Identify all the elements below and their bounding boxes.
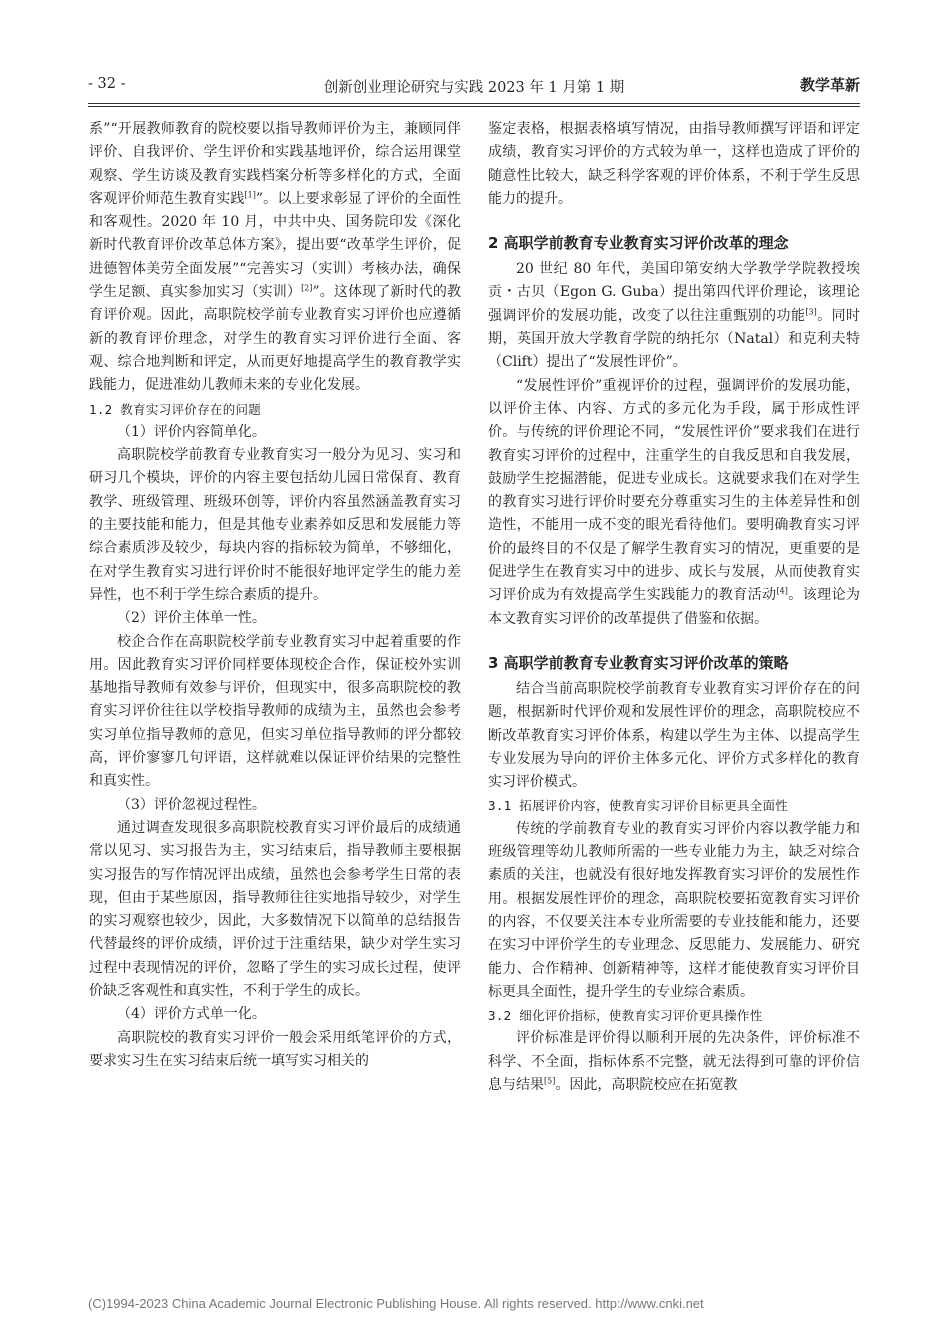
paragraph-6: “发展性评价”重视评价的过程，强调评价的发展功能，以评价主体、内容、方式的多元化为手段，属于形成性评价。与传统的评价理论不同，“发展性评价”要求我们在进行教育实习评价的过程中，注重学生的自我反思和自我发展，鼓励学生挖掘潜能，促进专业成长。这就要求我们在对学生的教育实习进行评价时要充分尊重实习生的主体差异性和创造性，不能用一成不变的眼光看待他们。要明确教育实习评价的最终目的不仅是了解学生教育实习的情况，更重要的是促进学生在教育实习中的进步、成长与发展，从而使教育实习评价成为有效提高学生实践能力的教育活动[4]。该理论为本文教育实习评价的改革提供了借鉴和依据。 [488, 377, 861, 627]
list-item-4: （4）评价方式单一化。 [117, 1006, 266, 1023]
header-rule-thin [88, 103, 860, 104]
paragraph-2: 校企合作在高职院校学前专业教育实习中起着重要的作用。因此教育实习评价同样要体现校企合作，保证校外实训基地指导教师有效参与评价，但现实中，很多高职院校的教育实习评价往往以学校指导教师的成绩为主，虽然也会参考实习单位指导教师的意见，但实习单位指导教师的评分都较高，评价寥寥几句评语，这样就难以保证评价结果的完整性和真实性。 [89, 633, 461, 790]
right-column [488, 118, 860, 1097]
journal-title: 创新创业理论研究与实践 2023 年 1 月第 1 期 [323, 80, 625, 96]
heading-1-2: 1.2 教育实习评价存在的问题 [89, 401, 262, 417]
citation-5[interactable]: [5] [544, 1076, 556, 1086]
list-item-1: （1）评价内容简单化。 [117, 423, 266, 440]
paragraph-5: 20 世纪 80 年代，美国印第安纳大学教学学院教授埃贡・古贝（Egon G. Guba）提出第四代评价理论，该理论强调评价的发展功能，改变了以往注重甄别的功能[3]。同时期，英国开放大学教育学院的纳托尔（Natal）和克利夫特（Clift）提出了“发展性评价”。 [488, 261, 861, 371]
copyright-footer: (C)1994-2023 China Academic Journal Electronic Publishing House. All rights reserved. http://www.cnki.net [88, 1296, 704, 1311]
heading-2: 2 高职学前教育专业教育实习评价改革的理念 [488, 234, 789, 253]
page-header [88, 74, 860, 100]
paragraph-8: 传统的学前教育专业的教育实习评价内容以教学能力和班级管理等幼儿教师所需的一些专业能力为主，缺乏对综合素质的关注，也就没有很好地发挥教育实习评价的发展性作用。根据发展性评价的理念，高职院校要拓宽教育实习评价的内容，不仅要关注本专业所需要的专业技能和能力，还要在实习中评价学生的专业理念、反思能力、发展能力、研究能力、合作精神、创新精神等，这样才能使教育实习评价目标更具全面性，提升学生的专业综合素质。 [488, 820, 860, 1000]
citation-3[interactable]: [3] [805, 307, 817, 317]
header-rule-thick [88, 106, 860, 107]
left-column [89, 118, 461, 1073]
citation-2[interactable]: [2] [301, 283, 313, 293]
paragraph-4: 高职院校的教育实习评价一般会采用纸笔评价的方式，要求实习生在实习结束后统一填写实习相关的 [89, 1029, 461, 1069]
paragraph-9: 评价标准是评价得以顺利开展的先决条件，评价标准不科学、不全面，指标体系不完整，就无法得到可靠的评价信息与结果[5]。因此，高职院校应在拓宽教 [488, 1030, 860, 1093]
heading-3: 3 高职学前教育专业教育实习评价改革的策略 [488, 653, 789, 672]
page-number: - 32 - [88, 76, 126, 92]
paragraph-intro: 系”“开展教师教育的院校要以指导教师评价为主，兼顾同伴评价、自我评价、学生评价和实践基地评价，综合运用课堂观察、学生访谈及教育实践档案分析等多样化的方式，全面客观评价师范生教育实践[1]”。以上要求彰显了评价的全面性和客观性。2020 年 10 月，中共中央、国务院印发《深化新时代教育评价改革总体方案》，提出要“改革学生评价，促进德智体美劳全面发展”“完善实习（实训）考核办法，确保学生足额、真实参加实习（实训）[2]”。这体现了新时代的教育评价观。因此，高职院校学前专业教育实习评价也应遵循新的教育评价理念，对学生的教育实习评价进行全面、客观、综合地判断和评定，从而更好地提高学生的教育教学实践能力，促进准幼儿教师未来的专业化发展。 [89, 121, 461, 394]
heading-3-1: 3.1 拓展评价内容，使教育实习评价目标更具全面性 [488, 798, 789, 814]
citation-1[interactable]: [1] [244, 190, 256, 200]
paragraph-continued: 鉴定表格，根据表格填写情况，由指导教师撰写评语和评定成绩，教育实习评价的方式较为单一，这样也造成了评价的随意性比较大，缺乏科学客观的评价体系，不利于学生反思能力的提升。 [488, 121, 860, 207]
paragraph-7: 结合当前高职院校学前教育专业教育实习评价存在的问题，根据新时代评价观和发展性评价的理念，高职院校应不断改革教育实习评价体系，构建以学生为主体、以提高学生专业发展为导向的评价主体多元化、评价方式多样化的教育实习评价模式。 [488, 680, 860, 791]
section-title: 教学革新 [799, 76, 860, 94]
citation-4[interactable]: [4] [776, 586, 788, 596]
paragraph-3: 通过调查发现很多高职院校教育实习评价最后的成绩通常以见习、实习报告为主，实习结束后，指导教师主要根据实习报告的写作情况评出成绩，虽然也会参考学生日常的表现，但由于某些原因，指导教师往往实地指导较少，对学生的实习观察也较少，因此，大多数情况下以简单的总结报告代替最终的评价成绩，评价过于注重结果，缺少对学生实习过程中表现情况的评价，忽略了学生的实习成长过程，使评价缺乏客观性和真实性，不利于学生的成长。 [89, 819, 461, 999]
heading-3-2: 3.2 细化评价指标，使教育实习评价更具操作性 [488, 1008, 763, 1024]
paragraph-1: 高职院校学前教育专业教育实习一般分为见习、实习和研习几个模块，评价的内容主要包括幼儿园日常保育、教育教学、班级管理、班级环创等，评价内容虽然涵盖教育实习的主要技能和能力，但是其他专业素养如反思和发展能力等综合素质涉及较少，每块内容的指标较为简单，不够细化，在对学生教育实习进行评价时不能很好地评定学生的能力差异性，也不利于学生综合素质的提升。 [89, 447, 461, 603]
list-item-2: （2）评价主体单一性。 [117, 610, 266, 627]
list-item-3: （3）评价忽视过程性。 [117, 796, 266, 813]
